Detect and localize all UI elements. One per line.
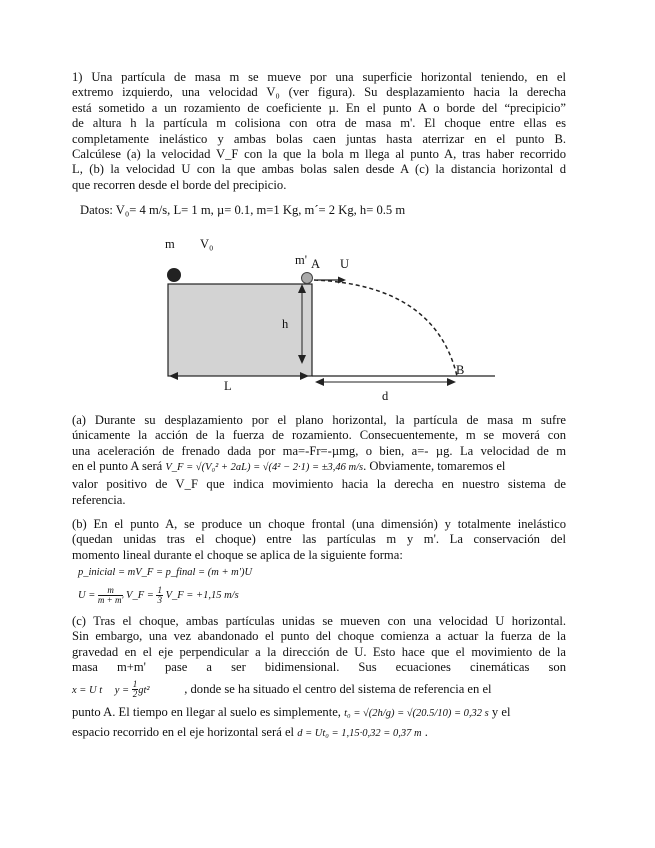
- label-U: U: [340, 257, 350, 271]
- label-m: m: [165, 237, 175, 251]
- label-mprime: m': [295, 253, 307, 267]
- part-b-line: momento lineal durante el choque se aplica de la siguiente forma:: [72, 547, 403, 562]
- fraction-half: $\frac{1}{2}$: [132, 679, 138, 700]
- time-pre: punto A. El tiempo en llegar al suelo es simplemente,: [72, 704, 341, 719]
- part-c: [72, 614, 566, 742]
- problem-line: que recorren desde el borde del precipicio.: [72, 177, 287, 192]
- equation-momentum: p_inicial = mV_F = p_final = (m + m')U: [78, 567, 253, 578]
- part-b-line: (b) En el punto A, se produce un choque frontal (una dimensión) y totalmente inelástico: [72, 517, 566, 531]
- trajectory-dashed: [314, 280, 457, 376]
- label-L: L: [224, 379, 232, 393]
- equation-u-mid: V_F =: [126, 589, 154, 601]
- part-a-line: (a) Durante su desplazamiento por el plano horizontal, la partícula de masa m sufre: [72, 413, 566, 427]
- part-a-line4-pre: en el punto A será: [72, 459, 163, 474]
- equation-u: [78, 586, 239, 605]
- part-a-line4-post: . Obviamente, tomaremos el: [363, 459, 506, 474]
- part-c-time-line: [72, 702, 566, 722]
- part-c-line: (c) Tras el choque, ambas partículas unidas se mueven con una velocidad U horizontal.: [72, 614, 566, 628]
- part-a-line: valor positivo de V_F que indica movimiento hacia la derecha en nuestro sistema de: [72, 477, 566, 492]
- problem-line: completamente inelástico y ambas bolas caen juntas hasta aterrizar en el punto B.: [72, 131, 566, 146]
- problem-line: Calcúlese (a) la velocidad V_F con la que la bola m llega al punto A, tras haber recorrido: [72, 147, 566, 162]
- problem-statement: [72, 70, 566, 193]
- label-v0: V₀: [200, 237, 214, 251]
- ball-mprime: [302, 273, 313, 284]
- label-d: d: [382, 389, 389, 403]
- label-B: B: [456, 363, 465, 377]
- label-h: h: [282, 317, 289, 331]
- figure-diagram: [150, 230, 510, 410]
- fraction-mass: $\frac{m}{m + m'}$: [97, 585, 124, 605]
- given-data: Datos: V₀= 4 m/s, L= 1 m, µ= 0.1, m=1 Kg, m´= 2 Kg, h= 0.5 m: [80, 203, 406, 217]
- problem-line: extremo izquierdo, una velocidad V₀ (ver figura). Su desplazamiento hacia la derecha: [72, 85, 566, 100]
- ball-m: [167, 268, 181, 282]
- distance-post: .: [424, 724, 428, 739]
- part-c-kinematics-line: [72, 676, 566, 702]
- part-c-line: gravedad en el eje perpendicular a la dirección de U. Esto hace que el movimiento de la: [72, 644, 566, 659]
- cliff-block: [168, 284, 312, 376]
- equation-y-lhs: y =: [114, 684, 132, 696]
- equation-y-rhs: gt²: [138, 684, 150, 696]
- fraction-third: $\frac{1}{3}$: [157, 585, 162, 605]
- problem-line: 1) Una partícula de masa m se mueve por una superficie horizontal teniendo, en el: [72, 70, 566, 84]
- part-c-line: Sin embargo, una vez abandonado el punto del choque comienza a actuar la fuerza de la: [72, 629, 566, 644]
- time-post: y el: [491, 704, 511, 719]
- problem-line: L, (b) la velocidad U con la que ambas bolas salen desde A (c) la distancia horizontal d: [72, 162, 566, 177]
- part-a: [72, 413, 566, 508]
- problem-line: está sometido a un rozamiento de coeficiente µ. En el punto A o borde del “precipicio”: [72, 100, 566, 115]
- part-c-line: masa m+m' pase a ser bidimensional. Sus ecuaciones cinemáticas son: [72, 660, 566, 675]
- problem-line: de altura h la partícula m colisiona con otra de masa m'. El choque entre ellas es: [72, 116, 566, 131]
- part-b: [72, 517, 566, 563]
- equation-time: t₀ = √(2h/g) = √(20.5/10) = 0,32 s: [344, 707, 489, 719]
- part-a-line: [72, 459, 566, 477]
- distance-pre: espacio recorrido en el eje horizontal será el: [72, 724, 295, 739]
- part-c-distance-line: [72, 722, 566, 742]
- equation-distance: d = Ut₀ = 1,15·0,32 = 0,37 m: [297, 727, 422, 739]
- part-a-line: únicamente la acción de la fuerza de rozamiento. Consecuentemente, m se moverá con: [72, 428, 566, 443]
- part-b-line: (quedan unidas tras el choque) entre las partículas m y m'. La conservación del: [72, 532, 566, 547]
- equation-u-rhs: V_F = +1,15 m/s: [165, 589, 239, 601]
- distance-d-arrowhead-left: [315, 378, 324, 386]
- equation-u-lhs: U =: [78, 589, 96, 601]
- kinematics-post: , donde se ha situado el centro del sistema de referencia en el: [184, 681, 492, 696]
- part-a-line: referencia.: [72, 492, 126, 507]
- label-A: A: [311, 257, 321, 271]
- equation-vf: V_F = √(V₀² + 2aL) = √(4² − 2·1) = ±3,46 m/s: [165, 462, 364, 474]
- equation-x: x = U t: [72, 684, 103, 696]
- part-a-line: una aceleración de frenado dada por ma=-Fr=-µmg, o bien, a=- µg. La velocidad de m: [72, 443, 566, 458]
- distance-d-arrowhead-right: [447, 378, 456, 386]
